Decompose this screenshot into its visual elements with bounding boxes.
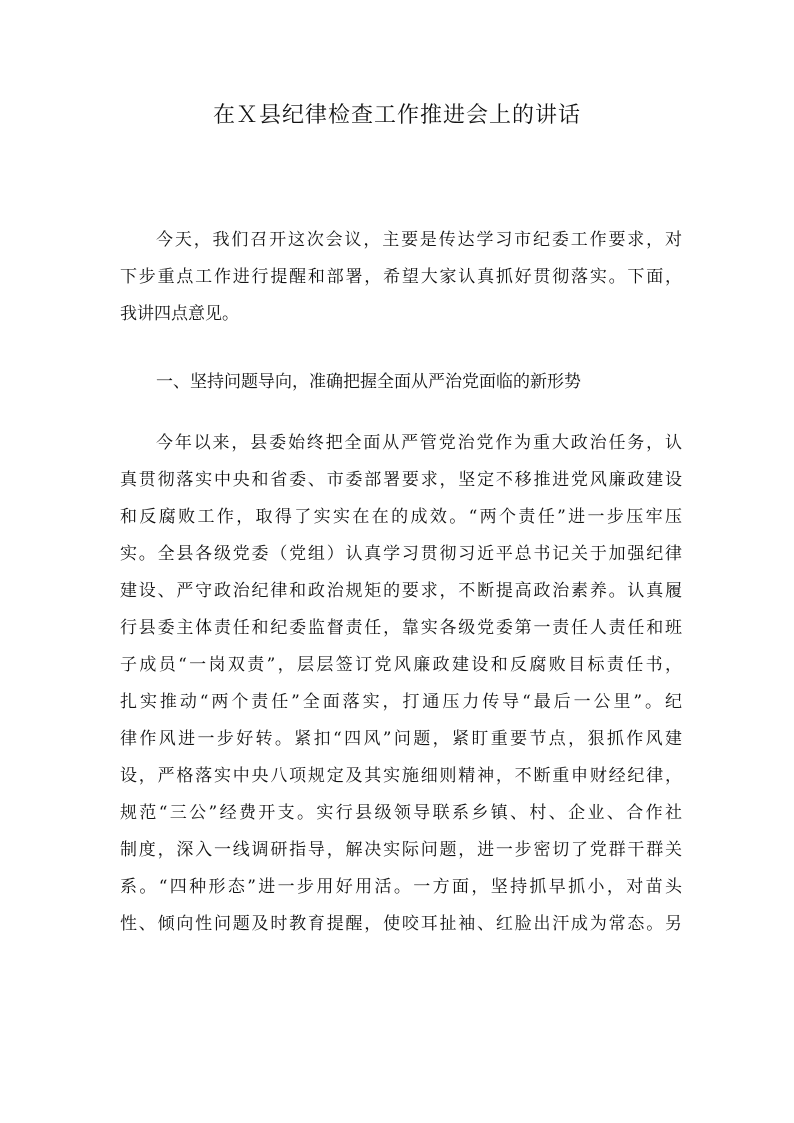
paragraph-line: 子成员“一岗双责”，层层签订党风廉政建设和反腐败目标责任书， [120, 655, 682, 675]
document-title: 在Ｘ县纪律检查工作推进会上的讲话 [212, 103, 581, 128]
intro-line: 下步重点工作进行提醒和部署，希望大家认真抓好贯彻落实。下面， [120, 267, 682, 287]
section-heading [120, 364, 682, 401]
paragraph-line: 扎实推动“两个责任”全面落实，打通压力传导“最后一公里”。纪 [120, 692, 682, 712]
paragraph-line: 规范“三公”经费开支。实行县级领导联系乡镇、村、企业、合作社 [120, 803, 682, 823]
paragraph-line: 设，严格落实中央八项规定及其实施细则精神，不断重申财经纪律， [120, 766, 682, 786]
paragraph-line: 制度，深入一线调研指导，解决实际问题，进一步密切了党群干群关 [120, 840, 682, 860]
paragraph-line: 建设、严守政治纪律和政治规矩的要求，不断提高政治素养。认真履 [120, 581, 682, 601]
section-paragraph [120, 425, 682, 943]
section-heading-text: 一、坚持问题导向，准确把握全面从严治党面临的新形势 [156, 372, 581, 392]
paragraph-line: 真贯彻落实中央和省委、市委部署要求，坚定不移推进党风廉政建设 [120, 470, 682, 490]
intro-line: 我讲四点意见。 [120, 304, 239, 324]
paragraph-line: 律作风进一步好转。紧扣“四风”问题，紧盯重要节点，狠抓作风建 [120, 729, 682, 749]
intro-line: 今天，我们召开这次会议，主要是传达学习市纪委工作要求，对 [156, 230, 682, 250]
paragraph-line: 今年以来，县委始终把全面从严管党治党作为重大政治任务，认 [156, 433, 682, 453]
paragraph-line: 和反腐败工作，取得了实实在在的成效。“两个责任”进一步压牢压 [120, 507, 682, 527]
paragraph-line: 系。“四种形态”进一步用好用活。一方面，坚持抓早抓小，对苗头 [120, 877, 682, 897]
intro-paragraph [120, 222, 682, 333]
paragraph-line: 行县委主体责任和纪委监督责任，靠实各级党委第一责任人责任和班 [120, 618, 682, 638]
paragraph-line: 实。全县各级党委（党组）认真学习贯彻习近平总书记关于加强纪律 [120, 544, 682, 564]
paragraph-line: 性、倾向性问题及时教育提醒，使咬耳扯袖、红脸出汗成为常态。另 [120, 914, 682, 934]
